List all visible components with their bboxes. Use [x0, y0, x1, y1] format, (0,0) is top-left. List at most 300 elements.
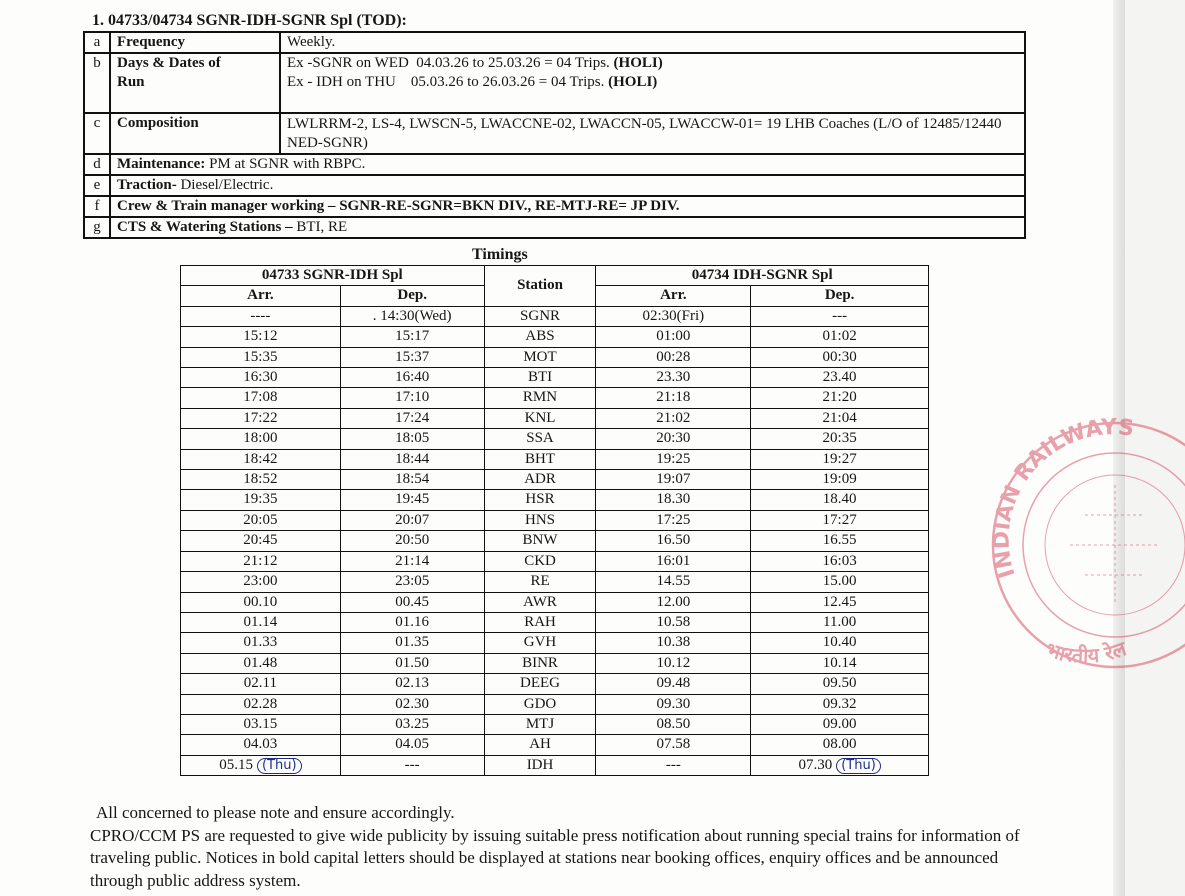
time-text: --- — [665, 756, 681, 773]
time-text: 19:35 — [243, 491, 278, 508]
time-text: RMN — [522, 389, 558, 406]
time-text: 20:50 — [395, 532, 430, 549]
days-line2: Ex - IDH on THU 05.03.26 to 26.03.26 = 04 Trips. — [287, 74, 609, 90]
time-text: 01:02 — [822, 328, 857, 345]
time-text: 18.40 — [822, 491, 857, 508]
timetable-row — [181, 531, 929, 551]
info-row-frequency — [84, 32, 1025, 53]
departure-cell — [340, 327, 484, 347]
departure-cell — [340, 612, 484, 632]
time-text: 20:07 — [395, 511, 430, 528]
arrival-cell — [596, 551, 751, 571]
time-text: 05.15 — [219, 756, 253, 773]
arrival-cell — [181, 551, 341, 571]
svg-text:भारतीय रेल — [1043, 636, 1130, 668]
time-text: 20:05 — [243, 511, 278, 528]
time-text: 15:17 — [395, 328, 430, 345]
timetable-row — [181, 490, 929, 510]
traction-label: Traction- — [117, 177, 177, 193]
arrival-cell — [181, 368, 341, 388]
time-text: 18:52 — [243, 471, 278, 488]
time-text: IDH — [526, 756, 554, 773]
station-cell — [484, 612, 596, 632]
time-text: 01.50 — [395, 654, 430, 671]
departure-cell — [751, 592, 929, 612]
time-text: 19:07 — [656, 471, 691, 488]
arr-header: Arr. — [596, 286, 751, 306]
time-text: 04.03 — [243, 736, 278, 753]
time-text: DEEG — [520, 675, 561, 692]
time-text: BHT — [525, 450, 556, 467]
time-text: 00:30 — [822, 348, 857, 365]
arrival-cell — [181, 572, 341, 592]
info-row-crew — [84, 196, 1025, 217]
time-text: 01.14 — [243, 613, 278, 630]
departure-cell — [340, 449, 484, 469]
info-row-traction — [84, 175, 1025, 196]
departure-cell — [340, 674, 484, 694]
row-letter: a — [84, 32, 110, 53]
station-cell — [484, 388, 596, 408]
departure-cell — [751, 694, 929, 714]
arrival-cell — [596, 653, 751, 673]
time-text: 16:40 — [395, 369, 430, 386]
time-text: 20:35 — [822, 430, 857, 447]
arrival-cell — [596, 572, 751, 592]
departure-cell — [340, 694, 484, 714]
time-text: 01.48 — [243, 654, 278, 671]
timetable-row — [181, 306, 929, 326]
station-cell — [484, 347, 596, 367]
timings-title: Timings — [472, 246, 528, 263]
days-label — [110, 53, 280, 113]
station-cell — [484, 449, 596, 469]
station-cell — [484, 694, 596, 714]
arrival-cell — [596, 429, 751, 449]
row-letter: e — [84, 175, 110, 196]
dep-header: Dep. — [751, 286, 929, 306]
time-text: 18:42 — [243, 450, 278, 467]
departure-cell — [340, 490, 484, 510]
arrival-cell — [596, 755, 751, 775]
arrival-cell — [596, 531, 751, 551]
time-text: AH — [529, 736, 551, 753]
time-text: 09.00 — [822, 715, 857, 732]
time-text: ABS — [525, 328, 555, 345]
time-text: 10.14 — [822, 654, 857, 671]
arrival-cell — [181, 347, 341, 367]
time-text: . 14:30(Wed) — [372, 307, 452, 324]
timings-header-row — [181, 266, 929, 286]
footer-line1: All concerned to please note and ensure accordingly. — [96, 803, 455, 822]
time-text: ADR — [524, 471, 556, 488]
handwritten-day-note: (Thu) — [836, 758, 881, 774]
time-text: 17:10 — [395, 389, 430, 406]
time-text: 16:03 — [822, 552, 857, 569]
info-row-days — [84, 53, 1025, 113]
time-text: SGNR — [520, 307, 561, 324]
arrival-cell — [181, 735, 341, 755]
time-text: 16.50 — [656, 532, 691, 549]
station-cell — [484, 674, 596, 694]
time-text: 23:05 — [395, 573, 430, 590]
time-text: 08.50 — [656, 715, 691, 732]
timetable-row — [181, 755, 929, 775]
time-text: 10.40 — [822, 634, 857, 651]
info-row-cts — [84, 217, 1025, 238]
time-text: 02:30(Fri) — [642, 307, 705, 324]
departure-cell — [751, 429, 929, 449]
departure-cell — [751, 633, 929, 653]
time-text: 02.30 — [395, 695, 430, 712]
row-letter: d — [84, 154, 110, 175]
arrival-cell — [596, 735, 751, 755]
departure-cell — [340, 388, 484, 408]
time-text: ---- — [250, 307, 271, 324]
timetable-row — [181, 612, 929, 632]
departure-cell — [340, 551, 484, 571]
time-text: 00.10 — [243, 593, 278, 610]
days-label-line1: Days & Dates of — [117, 55, 221, 71]
train-info-table — [83, 31, 1026, 239]
time-text: 17:24 — [395, 409, 430, 426]
days-value — [280, 53, 1025, 113]
time-text: 10.12 — [656, 654, 691, 671]
train1-header: 04733 SGNR-IDH Spl — [181, 266, 485, 286]
info-row-composition — [84, 113, 1025, 154]
time-text: BNW — [522, 532, 558, 549]
time-text: 09.32 — [822, 695, 857, 712]
departure-cell — [751, 368, 929, 388]
time-text: 01:00 — [656, 328, 691, 345]
time-text: 21:12 — [243, 552, 278, 569]
cts-label: CTS & Watering Stations – — [117, 219, 297, 235]
arrival-cell — [181, 306, 341, 326]
time-text: 23:00 — [243, 573, 278, 590]
time-text: 15:12 — [243, 328, 278, 345]
footer-notes — [90, 802, 1030, 892]
time-text: 17:22 — [243, 409, 278, 426]
station-cell — [484, 408, 596, 428]
time-text: 19:09 — [822, 471, 857, 488]
arrival-cell — [181, 653, 341, 673]
departure-cell — [751, 735, 929, 755]
time-text: 01.33 — [243, 634, 278, 651]
departure-cell — [340, 347, 484, 367]
time-text: MOT — [523, 348, 557, 365]
arrival-cell — [181, 612, 341, 632]
station-cell — [484, 735, 596, 755]
arrival-cell — [181, 592, 341, 612]
timetable-row — [181, 572, 929, 592]
arrival-cell — [181, 714, 341, 734]
maintenance-cell — [110, 154, 1025, 175]
station-cell — [484, 755, 596, 775]
departure-cell — [751, 674, 929, 694]
station-cell — [484, 429, 596, 449]
departure-cell — [751, 327, 929, 347]
time-text: 03.15 — [243, 715, 278, 732]
info-row-maintenance — [84, 154, 1025, 175]
time-text: 21:04 — [822, 409, 857, 426]
departure-cell — [340, 531, 484, 551]
station-header: Station — [484, 266, 596, 307]
time-text: HNS — [525, 511, 556, 528]
time-text: 07.30 — [798, 756, 833, 773]
time-text: 23.40 — [822, 369, 857, 386]
station-cell — [484, 653, 596, 673]
arrival-cell — [181, 408, 341, 428]
time-text: 20:30 — [656, 430, 691, 447]
time-text: 09.30 — [656, 695, 691, 712]
departure-cell — [751, 755, 929, 775]
station-cell — [484, 551, 596, 571]
time-text: CKD — [524, 552, 556, 569]
time-text: 11.00 — [823, 613, 857, 630]
arrival-cell — [596, 388, 751, 408]
time-text: 12.00 — [656, 593, 691, 610]
composition-label: Composition — [110, 113, 280, 154]
departure-cell — [340, 755, 484, 775]
departure-cell — [751, 470, 929, 490]
timetable-row — [181, 674, 929, 694]
timetable-row — [181, 368, 929, 388]
days-label-line2: Run — [117, 74, 145, 90]
time-text: RE — [530, 573, 550, 590]
arrival-cell — [181, 510, 341, 530]
timetable-row — [181, 551, 929, 571]
time-text: 23.30 — [656, 369, 691, 386]
arrival-cell — [596, 714, 751, 734]
time-text: 21:14 — [395, 552, 430, 569]
time-text: 12.45 — [822, 593, 857, 610]
departure-cell — [340, 429, 484, 449]
timings-table — [180, 265, 929, 776]
timetable-row — [181, 388, 929, 408]
station-cell — [484, 510, 596, 530]
timetable-row — [181, 347, 929, 367]
time-text: 17:25 — [656, 511, 691, 528]
departure-cell — [340, 510, 484, 530]
cts-value: BTI, RE — [296, 219, 348, 235]
station-cell — [484, 572, 596, 592]
time-text: 10.58 — [656, 613, 691, 630]
time-text: SSA — [526, 430, 554, 447]
station-cell — [484, 714, 596, 734]
time-text: 18.30 — [656, 491, 691, 508]
time-text: 01.35 — [395, 634, 430, 651]
departure-cell — [340, 408, 484, 428]
departure-cell — [751, 714, 929, 734]
departure-cell — [340, 368, 484, 388]
arrival-cell — [596, 510, 751, 530]
frequency-label: Frequency — [110, 32, 280, 53]
departure-cell — [340, 653, 484, 673]
time-text: AWR — [523, 593, 557, 610]
arrival-cell — [596, 592, 751, 612]
departure-cell — [340, 633, 484, 653]
departure-cell — [751, 653, 929, 673]
timetable-row — [181, 714, 929, 734]
time-text: 01.16 — [395, 613, 430, 630]
train2-header: 04734 IDH-SGNR Spl — [596, 266, 929, 286]
arr-header: Arr. — [181, 286, 341, 306]
time-text: 16:30 — [243, 369, 278, 386]
svg-text:INDIAN RAILWAYS — [990, 415, 1136, 581]
arrival-cell — [596, 694, 751, 714]
row-letter: c — [84, 113, 110, 154]
time-text: 19:45 — [395, 491, 430, 508]
arrival-cell — [596, 368, 751, 388]
time-text: 03.25 — [395, 715, 430, 732]
departure-cell — [340, 592, 484, 612]
traction-value: Diesel/Electric. — [176, 177, 274, 193]
departure-cell — [751, 531, 929, 551]
arrival-cell — [181, 470, 341, 490]
time-text: 17:08 — [243, 389, 278, 406]
arrival-cell — [181, 490, 341, 510]
arrival-cell — [181, 531, 341, 551]
time-text: 02.28 — [243, 695, 278, 712]
timetable-row — [181, 327, 929, 347]
departure-cell — [340, 572, 484, 592]
station-cell — [484, 470, 596, 490]
time-text: 09.48 — [656, 675, 691, 692]
timetable-row — [181, 694, 929, 714]
arrival-cell — [181, 327, 341, 347]
arrival-cell — [181, 449, 341, 469]
stamp-hindi-text: भारतीय रेल — [1043, 636, 1130, 668]
arrival-cell — [596, 490, 751, 510]
departure-cell — [751, 490, 929, 510]
time-text: 02.11 — [243, 675, 277, 692]
time-text: 20:45 — [243, 532, 278, 549]
row-letter: g — [84, 217, 110, 238]
station-cell — [484, 490, 596, 510]
timetable-row — [181, 449, 929, 469]
railway-stamp — [985, 405, 1185, 695]
time-text: 02.13 — [395, 675, 430, 692]
timetable-row — [181, 510, 929, 530]
frequency-value: Weekly. — [280, 32, 1025, 53]
station-cell — [484, 306, 596, 326]
time-text: 08.00 — [822, 736, 857, 753]
arrival-cell — [596, 306, 751, 326]
time-text: MTJ — [525, 715, 555, 732]
time-text: 14.55 — [656, 573, 691, 590]
time-text: 07.58 — [656, 736, 691, 753]
days-line1: Ex -SGNR on WED 04.03.26 to 25.03.26 = 04 Trips. — [287, 55, 614, 71]
time-text: 04.05 — [395, 736, 430, 753]
departure-cell — [751, 612, 929, 632]
arrival-cell — [181, 633, 341, 653]
time-text: 21:20 — [822, 389, 857, 406]
time-text: 15:37 — [395, 348, 430, 365]
station-cell — [484, 592, 596, 612]
arrival-cell — [596, 612, 751, 632]
timetable-row — [181, 408, 929, 428]
departure-cell — [340, 735, 484, 755]
time-text: HSR — [525, 491, 555, 508]
arrival-cell — [596, 674, 751, 694]
arrival-cell — [596, 470, 751, 490]
time-text: 19:27 — [822, 450, 857, 467]
traction-cell — [110, 175, 1025, 196]
composition-value: LWLRRM-2, LS-4, LWSCN-5, LWACCNE-02, LWACCN-05, LWACCW-01= 19 LHB Coaches (L/O of 12485/12440 NED-SGNR) — [280, 113, 1025, 154]
departure-cell — [751, 306, 929, 326]
holi-tag: (HOLI) — [613, 55, 663, 71]
time-text: GVH — [523, 634, 557, 651]
footer-paragraph: CPRO/CCM PS are requested to give wide publicity by issuing suitable press notification about running special trains for information of traveling public. Notices in bold capital letters should be displayed at stations near booking offices, enquiry offices and be announced through public address system. — [90, 825, 1020, 890]
time-text: 16.55 — [822, 532, 857, 549]
timetable-row — [181, 735, 929, 755]
time-text: 17:27 — [822, 511, 857, 528]
timetable-row — [181, 429, 929, 449]
arrival-cell — [181, 388, 341, 408]
arrival-cell — [596, 327, 751, 347]
time-text: 21:18 — [656, 389, 691, 406]
time-text: RAH — [524, 613, 556, 630]
row-letter: b — [84, 53, 110, 113]
row-letter: f — [84, 196, 110, 217]
time-text: --- — [404, 756, 420, 773]
timetable-row — [181, 633, 929, 653]
time-text: 18:54 — [395, 471, 430, 488]
time-text: 09.50 — [822, 675, 857, 692]
arrival-cell — [181, 674, 341, 694]
departure-cell — [751, 347, 929, 367]
time-text: 21:02 — [656, 409, 691, 426]
maintenance-label: Maintenance: — [117, 156, 206, 172]
time-text: BINR — [522, 654, 558, 671]
departure-cell — [751, 572, 929, 592]
time-text: 00:28 — [656, 348, 691, 365]
time-text: GDO — [523, 695, 557, 712]
timetable-row — [181, 592, 929, 612]
maintenance-value: PM at SGNR with RBPC. — [205, 156, 366, 172]
station-cell — [484, 327, 596, 347]
departure-cell — [751, 388, 929, 408]
station-cell — [484, 531, 596, 551]
departure-cell — [751, 551, 929, 571]
time-text: 15:35 — [243, 348, 278, 365]
cts-cell — [110, 217, 1025, 238]
arrival-cell — [181, 694, 341, 714]
stamp-text: INDIAN RAILWAYS — [989, 415, 1136, 581]
time-text: 16:01 — [656, 552, 691, 569]
time-text: 15.00 — [822, 573, 857, 590]
station-cell — [484, 633, 596, 653]
time-text: KNL — [524, 409, 556, 426]
time-text: 19:25 — [656, 450, 691, 467]
time-text: 10.38 — [656, 634, 691, 651]
time-text: --- — [832, 307, 848, 324]
departure-cell — [751, 408, 929, 428]
arrival-cell — [596, 633, 751, 653]
departure-cell — [340, 714, 484, 734]
timings-body — [181, 306, 929, 775]
arrival-cell — [596, 449, 751, 469]
time-text: 18:44 — [395, 450, 430, 467]
arrival-cell — [181, 429, 341, 449]
departure-cell — [751, 510, 929, 530]
time-text: 18:05 — [395, 430, 430, 447]
crew-cell: Crew & Train manager working – SGNR-RE-SGNR=BKN DIV., RE-MTJ-RE= JP DIV. — [110, 196, 1025, 217]
arrival-cell — [181, 755, 341, 775]
document-heading: 1. 04733/04734 SGNR-IDH-SGNR Spl (TOD): — [92, 12, 407, 29]
timetable-row — [181, 653, 929, 673]
holi-tag: (HOLI) — [608, 74, 658, 90]
